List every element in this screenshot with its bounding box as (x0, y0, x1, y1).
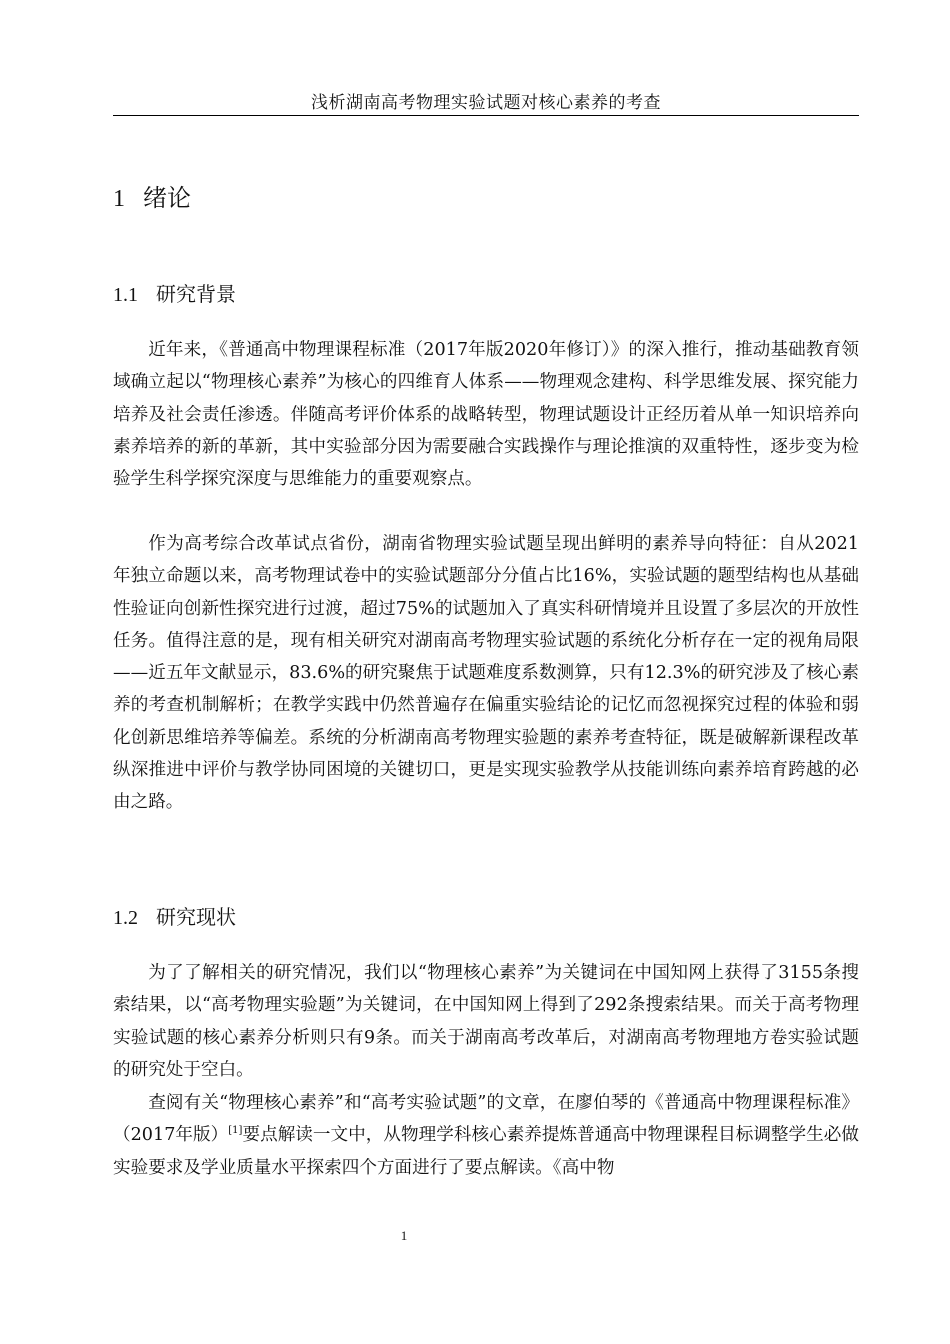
page-number: 1 (400, 1228, 408, 1243)
chapter-title: 绪论 (143, 184, 191, 212)
section-number: 1.1 (113, 284, 138, 306)
header-rule (113, 115, 859, 116)
chapter-number: 1 (113, 186, 125, 212)
paragraph-text: 要点解读一文中，从物理学科核心素养提炼普通高中物理课程目标调整学生必做实验要求及学业质量水平探索四个方面进行了要点解读。《高中物 (113, 1125, 859, 1178)
section-title: 研究现状 (156, 905, 236, 929)
paragraph: 近年来，《普通高中物理课程标准（2017年版2020年修订）》的深入推行，推动基础教育领域确立起以“物理核心素养”为核心的四维育人体系——物理观念建构、科学思维发展、探究能力培养及社会责任渗透。伴随高考评价体系的战略转型，物理试题设计正经历着从单一知识培养向素养培养的新的革新，其中实验部分因为需要融合实践操作与理论推演的双重特性，逐步变为检验学生科学探究深度与思维能力的重要观察点。 (113, 340, 859, 490)
running-header: 浅析湖南高考物理实验试题对核心素养的考查 (311, 93, 661, 113)
section-title: 研究背景 (156, 282, 236, 306)
section-number: 1.2 (113, 907, 138, 929)
paragraph: 作为高考综合改革试点省份，湖南省物理实验试题呈现出鲜明的素养导向特征：自从2021年独立命题以来，高考物理试卷中的实验试题部分分值占比16%，实验试题的题型结构也从基础性验证向创新性探究进行过渡，超过75%的试题加入了真实科研情境并且设置了多层次的开放性任务。值得注意的是，现有相关研究对湖南高考物理实验试题的系统化分析存在一定的视角局限——近五年文献显示，83.6%的研究聚焦于试题难度系数测算，只有12.3%的研究涉及了核心素养的考查机制解析；在教学实践中仍然普遍存在偏重实验结论的记忆而忽视探究过程的体验和弱化创新思维培养等偏差。系统的分析湖南高考物理实验题的素养考查特征，既是破解新课程改革纵深推进中评价与教学协同困境的关键切口，更是实现实验教学从技能训练向素养培育跨越的必由之路。 (113, 534, 859, 813)
citation-link[interactable]: [1] (228, 1125, 243, 1137)
section-heading (113, 280, 236, 309)
paragraph (113, 1087, 859, 1184)
paragraph-text: 查阅有关“物理核心素养”和“高考实验试题”的文章，在廖伯琴的《普通高中物理课程标准》（2017年版） (113, 1093, 859, 1146)
chapter-heading (113, 182, 191, 215)
paragraph: 为了了解相关的研究情况，我们以“物理核心素养”为关键词在中国知网上获得了3155条搜索结果，以“高考物理实验题”为关键词，在中国知网上得到了292条搜索结果。而关于高考物理实验试题的核心素养分析则只有9条。而关于湖南高考改革后，对湖南高考物理地方卷实验试题的研究处于空白。 (113, 963, 859, 1080)
section-heading (113, 903, 236, 932)
